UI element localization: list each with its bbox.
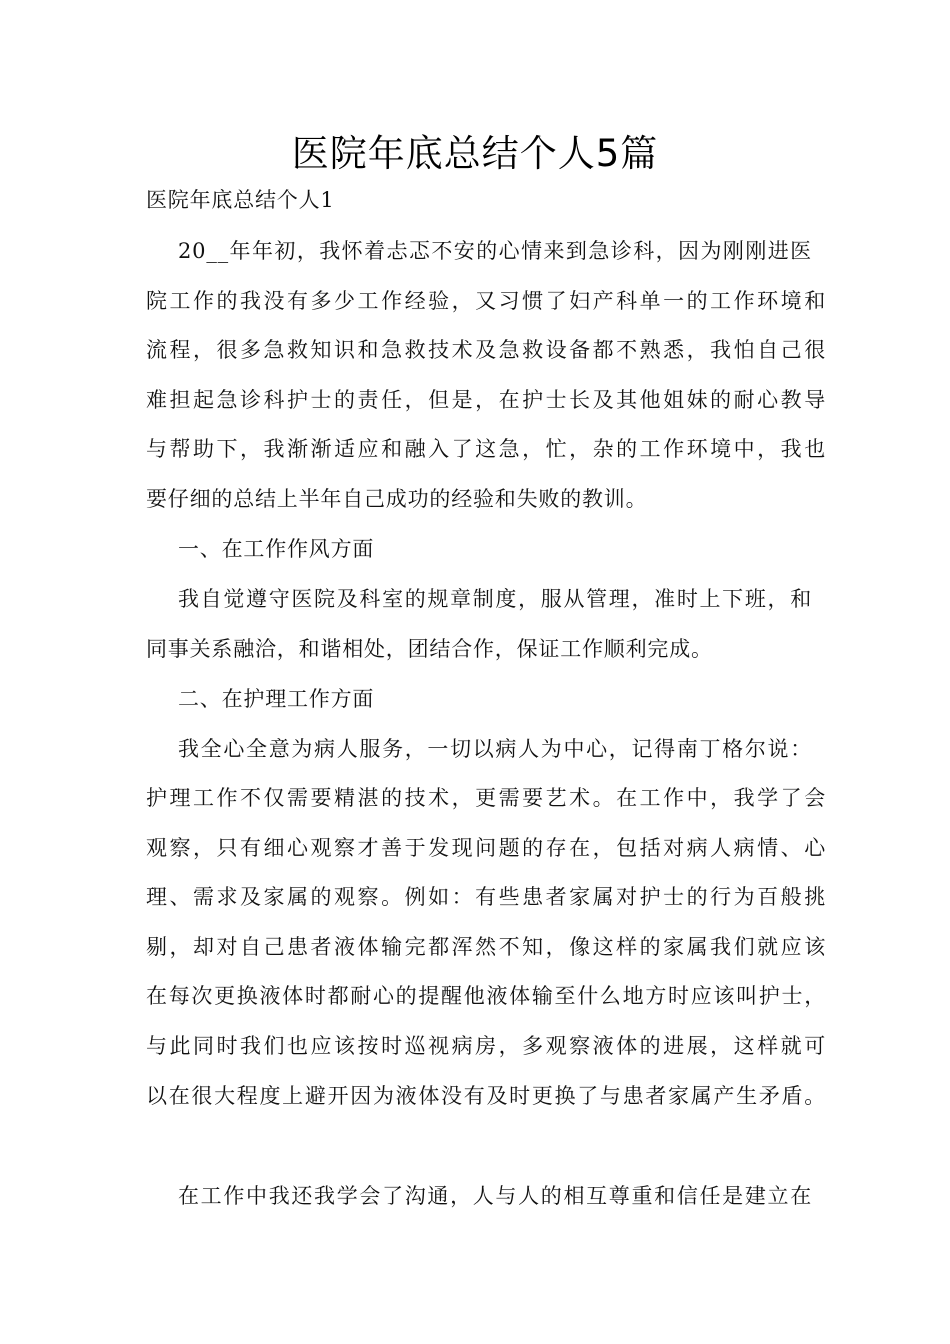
paragraph-line: 护理工作不仅需要精湛的技术，更需要艺术。在工作中，我学了会 <box>146 786 826 810</box>
paragraph-line: 20__年年初，我怀着忐忑不安的心情来到急诊科，因为刚刚进医 <box>178 239 812 263</box>
paragraph-line: 与此同时我们也应该按时巡视病房，多观察液体的进展，这样就可 <box>146 1034 826 1058</box>
paragraph-line: 与帮助下，我渐渐适应和融入了这急，忙，杂的工作环境中，我也 <box>146 437 826 461</box>
paragraph-line: 理、需求及家属的观察。例如：有些患者家属对护士的行为百般挑 <box>146 885 826 909</box>
paragraph-line: 我全心全意为病人服务，一切以病人为中心，记得南丁格尔说： <box>178 737 812 761</box>
paragraph-line: 我自觉遵守医院及科室的规章制度，服从管理，准时上下班，和 <box>178 587 812 611</box>
document-title: 医院年底总结个人5篇 <box>291 132 659 175</box>
paragraph-line: 观察，只有细心观察才善于发现问题的存在，包括对病人病情、心 <box>146 836 826 860</box>
paragraph-line: 在工作中我还我学会了沟通，人与人的相互尊重和信任是建立在 <box>178 1184 812 1208</box>
paragraph-line: 院工作的我没有多少工作经验，又习惯了妇产科单一的工作环境和 <box>146 289 826 313</box>
paragraph-line: 剔，却对自己患者液体输完都浑然不知，像这样的家属我们就应该 <box>146 935 826 959</box>
paragraph-line: 在每次更换液体时都耐心的提醒他液体输至什么地方时应该叫护士， <box>146 984 826 1008</box>
paragraph-line: 要仔细的总结上半年自己成功的经验和失败的教训。 <box>146 487 648 511</box>
section-heading: 医院年底总结个人1 <box>146 188 335 212</box>
section-heading: 二、在护理工作方面 <box>178 687 375 711</box>
paragraph-line: 以在很大程度上避开因为液体没有及时更换了与患者家属产生矛盾。 <box>146 1084 826 1108</box>
paragraph-line: 同事关系融洽，和谐相处，团结合作，保证工作顺利完成。 <box>146 637 713 661</box>
paragraph-line: 难担起急诊科护士的责任，但是，在护士长及其他姐妹的耐心教导 <box>146 388 826 412</box>
section-heading: 一、在工作作风方面 <box>178 537 375 561</box>
paragraph-line: 流程，很多急救知识和急救技术及急救设备都不熟悉，我怕自己很 <box>146 338 826 362</box>
